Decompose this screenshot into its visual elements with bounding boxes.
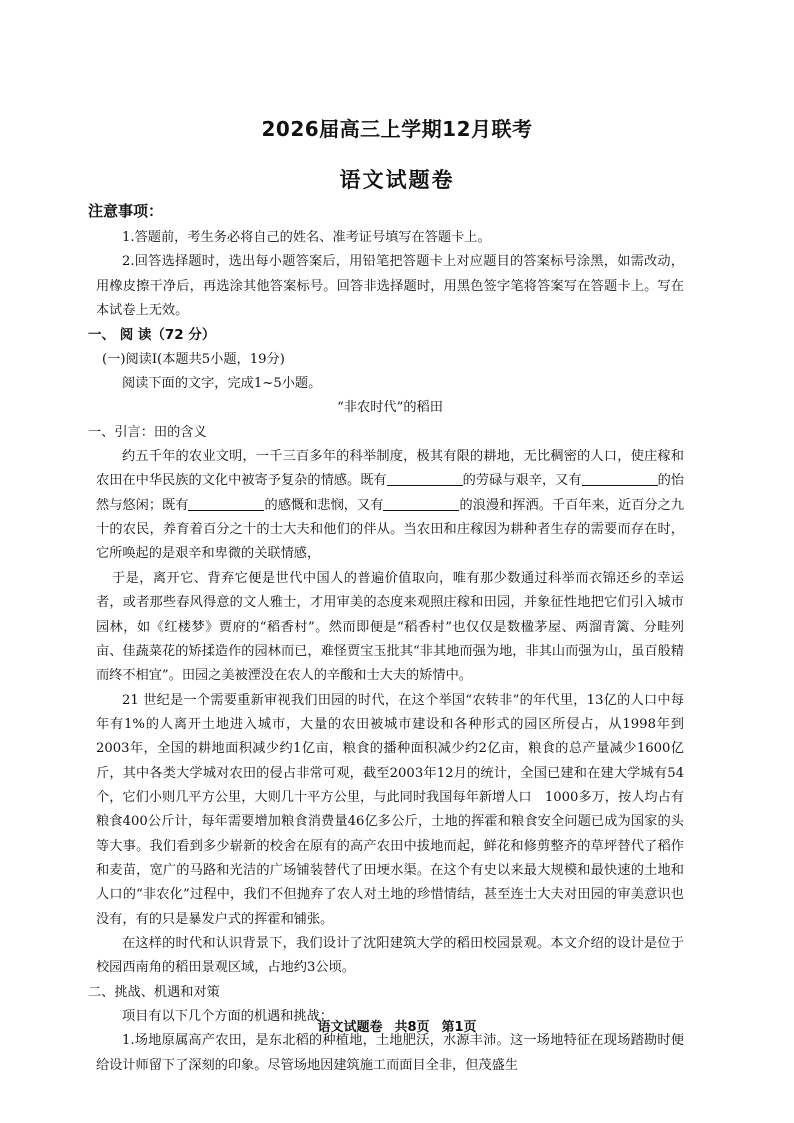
notice-item-1: 1.答题前，考生务必将自己的姓名、准考证号填写在答题卡上。	[122, 230, 491, 245]
reading-instruction: 阅读下面的文字，完成1~5小题。	[122, 376, 322, 392]
footer-paper-name: 语文试题卷	[317, 1020, 383, 1035]
page-body	[88, 226, 685, 1078]
article-paragraph-4: 在这样的时代和认识背景下，我们设计了沈阳建筑大学的稻田校园景观。本文介绍的设计是位于校园西南角的稻田景观区域，占地约3公顷。	[96, 935, 684, 976]
paper-title: 语文试题卷	[339, 168, 455, 192]
p1-segment-c: 的怡然与悠闲；既有	[96, 473, 685, 513]
notice-item-2: 2.回答选择题时，选出每小题答案后，用铅笔把答题卡上对应题目的答案标号涂黑，如需改动，用橡皮擦干净后，再选涂其他答案标号。回答非选择题时，用黑色签字笔将答案写在答题卡上。写在本试卷上无效。	[96, 254, 684, 319]
exam-title: 2026届高三上学期12月联考	[261, 117, 533, 141]
footer-page-number: 第1页	[441, 1020, 477, 1035]
section-two-heading: 二、挑战、机遇和对策	[88, 984, 220, 1000]
article-paragraph-1	[96, 445, 684, 567]
part-one-heading: 一、 阅 读（72 分）	[88, 327, 216, 344]
fill-blank-3	[188, 496, 264, 511]
article-title: “非农时代”的稻田	[337, 400, 443, 416]
p1-segment-b: 的劳碌与艰辛，又有	[462, 473, 582, 489]
article-paragraph-6: 1.场地原属高产农田，是东北稻的种植地，土地肥沃，水源丰沛。这一场地特征在现场踏勘时便给设计师留下了深刻的印象。尽管场地因建筑施工而面目全非，但茂盛生	[96, 1033, 684, 1073]
fill-blank-2	[582, 471, 658, 486]
article-paragraph-3: 21 世纪是一个需要重新审视我们田园的时代，在这个举国“农转非”的年代里，13亿的人口中每年有1%的人离开土地进入城市，大量的农田被城市建设和各种形式的园区所侵占，从1998年到2003年，全国的耕地面积减少约1亿亩，粮食的播种面积减少约2亿亩，粮食的总产量减少1600亿斤，其中各类大学城对农田的侵占非常可观，截至2003年12月的统计，全国已建和在建大学城有54个，它们小则几平方公里，大则几十平方公里，与此同时我国每年新增人口 1000多万，按人均占有粮食400公斤计，每年需要增加粮食消费量46亿多公斤，土地的挥霍和粮食安全问题已成为国家的头等大事。我们看到多少崭新的校舍在原有的高产农田中拔地而起，鲜花和修剪整齐的草坪替代了稻作和麦苗，宽广的马路和光洁的广场铺装替代了田埂水渠。在这个有史以来最大规模和最快速的土地和人口的“非农化”过程中，我们不但抛弃了农人对土地的珍惜情结，甚至连士大夫对田园的审美意识也没有，有的只是暴发户式的挥霍和铺张。	[96, 692, 684, 927]
fill-blank-1	[387, 471, 463, 486]
page-footer	[0, 1016, 794, 1035]
article-paragraph-2: 于是，离开它、背弃它便是世代中国人的普遍价值取向，唯有那少数通过科举而衣锦还乡的幸运者，或者那些春风得意的文人雅士，才用审美的态度来观照庄稼和田园，并象征性地把它们引入城市园林，如《红楼梦》贾府的“稻香村”。然而即便是“稻香村”也仅仅是数楹茅屋、两溜青篱、分畦列亩、佳蔬菜花的矫揉造作的园林而已，难怪贾宝玉批其“非其地而强为地，非其山而强为山，虽百般精而终不相宜”。田园之美被湮没在农人的辛酸和士大夫的矫情中。	[96, 570, 684, 684]
p1-segment-a: 约五千年的农业文明，一千三百多年的科举制度，极其有限的耕地，无比稠密的人口，使庄稼和农田在中华民族的文化中被寄予复杂的情感。既有	[96, 449, 684, 489]
intro-heading: 一、引言：田的含义	[88, 424, 207, 440]
p1-segment-d: 的感慨和悲悯，又有	[264, 497, 384, 513]
fill-blank-4	[383, 496, 459, 511]
notice-heading: 注意事项：	[88, 202, 164, 220]
p1-segment-e: 的浪漫和挥洒。千百年来，近百分之九十的农民，养育着百分之十的士大夫和他们的伴从。当农田和庄稼因为耕种者生存的需要而存在时，它所唤起的是艰辛和卑微的关联情感，	[96, 497, 685, 562]
article-paragraph-5: 项目有以下几个方面的机遇和挑战：	[122, 1009, 333, 1024]
footer-total-pages: 共8页	[394, 1020, 430, 1035]
sub-part-heading: (一)阅读Ⅰ(本题共5小题，19分)	[102, 351, 285, 367]
